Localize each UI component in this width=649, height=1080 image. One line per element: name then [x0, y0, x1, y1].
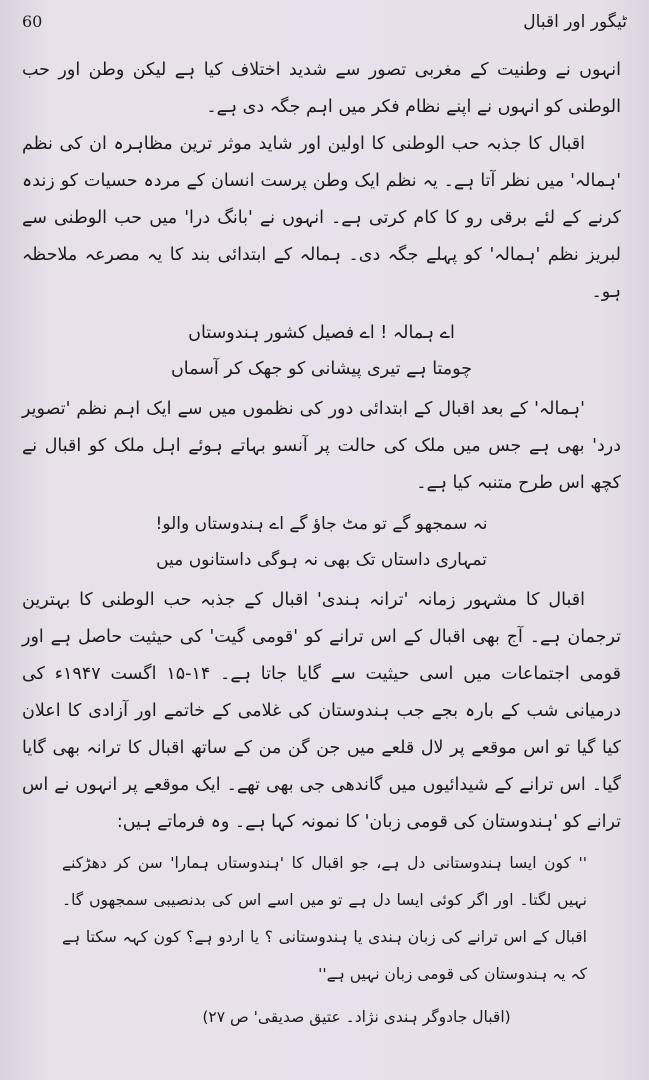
citation: (اقبال جادوگر ہندی نژاد۔ عتیق صدیقی' ص ۲۷) [202, 1008, 511, 1026]
verse-line: تمہاری داستاں تک بھی نہ ہوگی داستانوں میں [156, 550, 487, 570]
paragraph-3: 'ہمالہ' کے بعد اقبال کے ابتدائی دور کی نظموں میں سے ایک اہم نظم 'تصویر درد' بھی ہے جس میں ملک کی حالت پر آنسو بہاتے ہوئے اہل ملک کو اقبال نے کچھ اس طرح متنبہ کیا ہے۔ [22, 399, 621, 493]
page-header [22, 12, 627, 42]
verse-himalaya [22, 315, 621, 387]
paragraph-4: اقبال کا مشہور زمانہ 'ترانہ ہندی' اقبال کے جذبہ حب الوطنی کا بہترین ترجمان ہے۔ آج بھی اقبال کے اس ترانے کو 'قومی گیت' کی حیثیت حاصل ہے اور قومی اجتماعات میں اسی حیثیت سے گایا جاتا ہے۔ ۱۴-۱۵ اگست ۱۹۴۷ء کی درمیانی شب کے بارہ بجے جب ہندوستان کی غلامی کے خاتمے اور آزادی کا اعلان کیا گیا تو اس موقعے پر لال قلعے میں جن گن من کے ساتھ اقبال کا ترانہ بھی گایا گیا۔ اس ترانے کے شیدائیوں میں گاندھی جی بھی تھے۔ ایک موقعے پر انہوں نے اس ترانے کو 'ہندوستان کی قومی زبان' کا نمونہ کہا ہے۔ وہ فرماتے ہیں: [22, 590, 621, 832]
verse-tasveer-e-dard [22, 506, 621, 578]
verse-line: چومتا ہے تیری پیشانی کو جھک کر آسماں [170, 359, 473, 379]
verse-line: اے ہمالہ ! اے فصیل کشور ہندوستاں [188, 323, 455, 343]
page-body [22, 52, 621, 1036]
paragraph-1: انہوں نے وطنیت کے مغربی تصور سے شدید اختلاف کیا ہے لیکن وطن اور حب الوطنی کو انہوں نے اپنے نظام فکر میں اہم جگہ دی ہے۔ [22, 60, 621, 117]
verse-line: نہ سمجھو گے تو مٹ جاؤ گے اے ہندوستاں والو! [155, 514, 488, 534]
gandhi-quote: '' کون ایسا ہندوستانی دل ہے، جو اقبال کا 'ہندوستاں ہمارا' سن کر دھڑکنے نہیں لگتا۔ اور اگر کوئی ایسا دل ہے تو میں اسے اس کی بدنصیبی سمجھوں گا۔ اقبال کے اس ترانے کی زبان ہندی یا ہندوستانی ؟ یا اردو ہے؟ کون کہہ سکتا ہے کہ یہ ہندوستان کی قومی زبان نہیں ہے'' [62, 854, 587, 983]
paragraph-2: اقبال کا جذبہ حب الوطنی کا اولین اور شاید موثر ترین مظاہرہ ان کی نظم 'ہمالہ' میں نظر آتا ہے۔ یہ نظم ایک وطن پرست انسان کے مردہ حسیات کو زندہ کرنے کے لئے برقی رو کا کام کرتی ہے۔ انہوں نے 'بانگ درا' میں حب الوطنی سے لبریز نظم 'ہمالہ' کو پہلے جگہ دی۔ ہمالہ کے ابتدائی بند کا یہ مصرعہ ملاحظہ ہو۔ [22, 134, 621, 302]
running-title: ٹیگور اور اقبال [523, 12, 627, 32]
page-number: 60 [22, 12, 43, 31]
